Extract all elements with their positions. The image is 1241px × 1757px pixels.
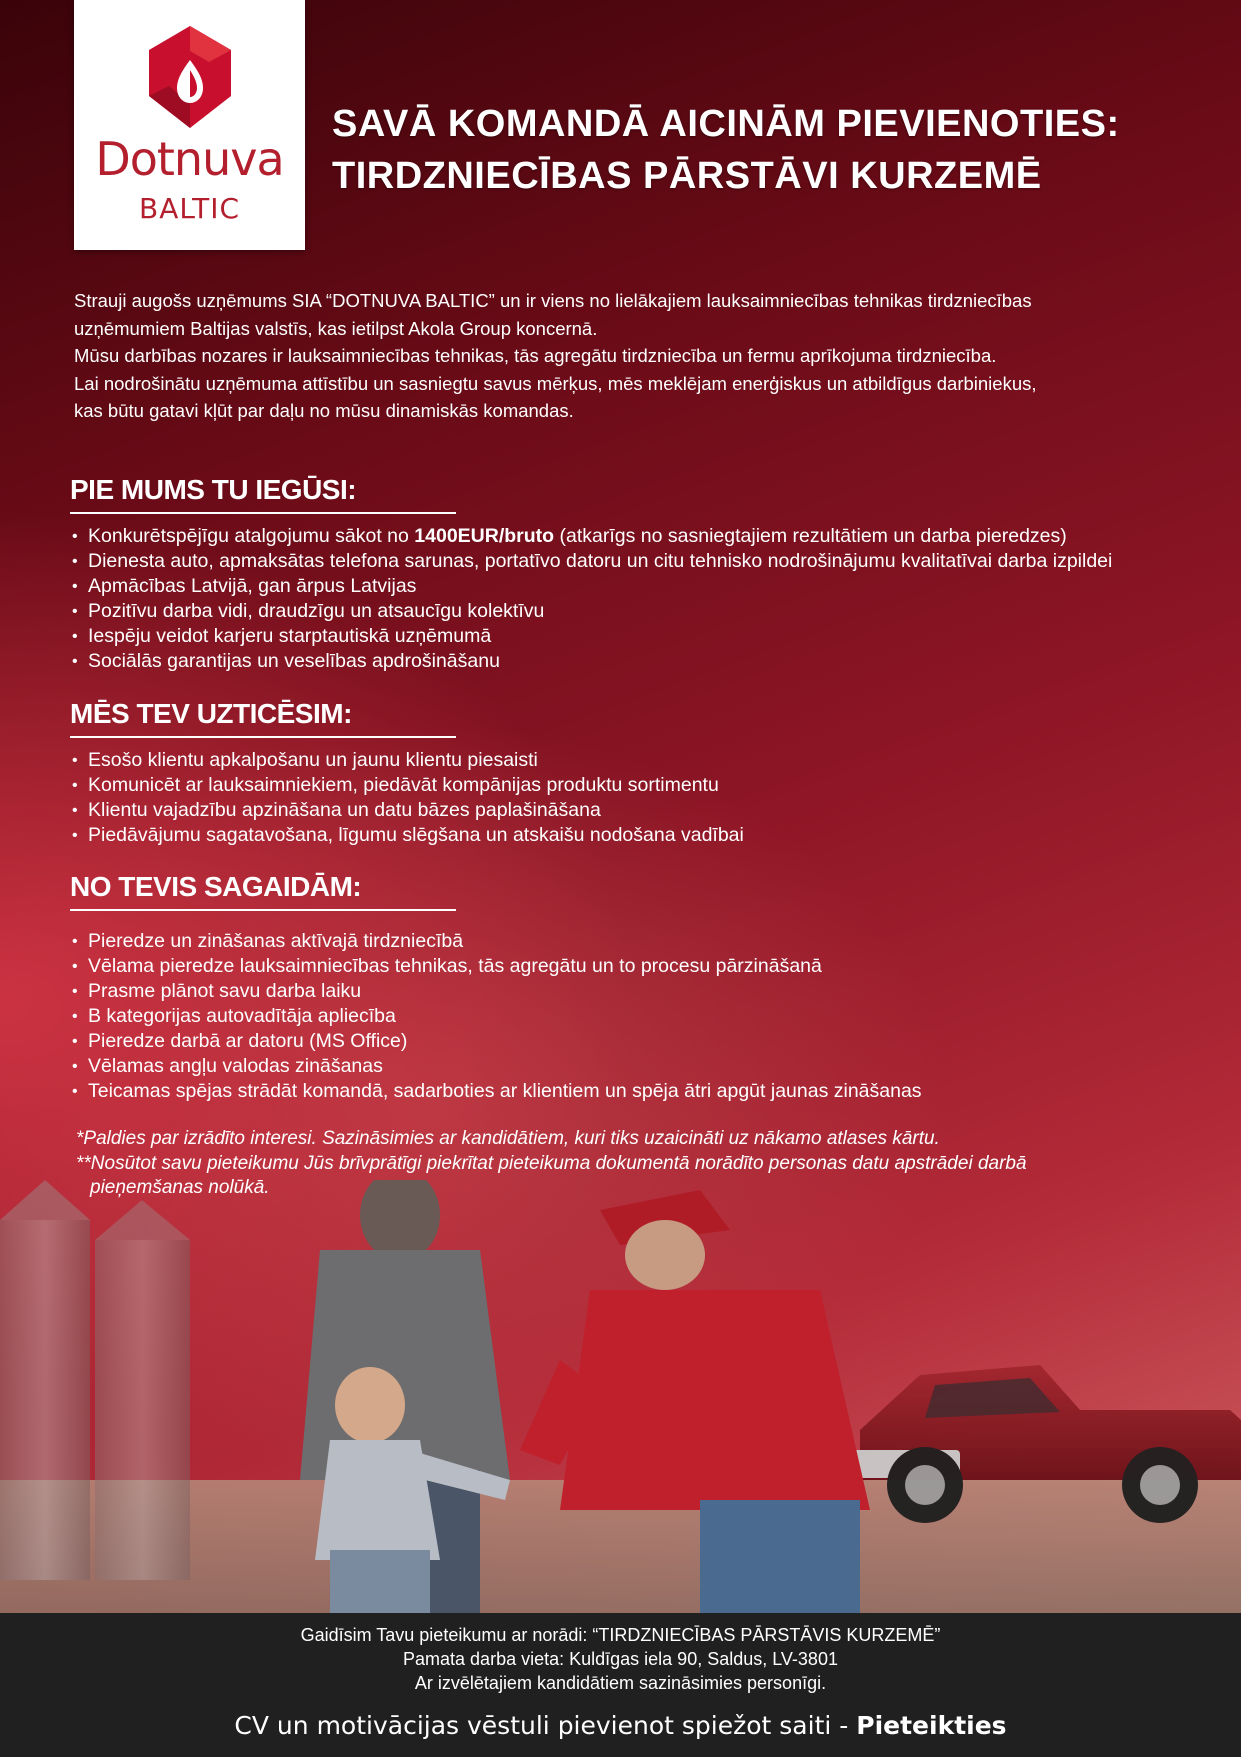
work-location: Pamata darba vieta: Kuldīgas iela 90, Saldus, LV-3801: [403, 1649, 838, 1669]
footnote: pieņemšanas nolūkā.: [90, 1177, 270, 1198]
requirements-section: [70, 871, 1230, 1104]
apply-link[interactable]: Pieteikties: [856, 1711, 1007, 1740]
list-item: • Dienesta auto, apmaksātas telefona sarunas, portatīvo datoru un citu tehnisko nodrošinājumu kvalitatīvai darba izpildei: [70, 549, 1230, 574]
farm-scene-illustration: [0, 1180, 1241, 1613]
intro-line: uzņēmumiem Baltijas valstīs, kas ietilpst Akola Group koncernā.: [74, 317, 598, 339]
call-to-action: [0, 1711, 1241, 1740]
footnote: *Paldies par izrādīto interesi. Sazināsimies ar kandidātiem, kuri tiks uzaicināti uz nākamo atlases kārtu.: [76, 1128, 940, 1149]
list-item: • Pieredze un zināšanas aktīvajā tirdzniecībā: [70, 929, 1230, 954]
headline-line-1: SAVĀ KOMANDĀ AICINĀM PIEVIENOTIES:: [332, 103, 1120, 145]
intro-line: Strauji augošs uzņēmums SIA “DOTNUVA BALTIC” un ir viens no lielākajiem lauksaimniecības tehnikas tirdzniecības: [74, 290, 1032, 311]
logo-subtitle: BALTIC: [138, 192, 241, 225]
section-heading: PIE MUMS TU IEGŪSI:: [70, 474, 456, 514]
intro-line: kas būtu gatavi kļūt par daļu no mūsu dinamiskās komandas.: [74, 400, 574, 421]
list-item: [70, 524, 1230, 549]
intro-line: Mūsu darbības nozares ir lauksaimniecības tehnikas, tās agregātu tirdzniecība un fermu aprīkojuma tirdzniecība.: [74, 345, 997, 366]
application-note: Gaidīsim Tavu pieteikumu ar norādi: “TIRDZNIECĪBAS PĀRSTĀVIS KURZEMĒ”: [300, 1625, 941, 1645]
list-item: • Apmācības Latvijā, gan ārpus Latvijas: [70, 574, 1230, 599]
list-item: • Teicamas spējas strādāt komandā, sadarboties ar klientiem un spēja ātri apgūt jaunas zināšanas: [70, 1079, 1230, 1104]
salary-note: (atkarīgs no sasniegtajiem rezultātiem un darba pieredzes): [554, 525, 1067, 547]
footer-info: [0, 1623, 1241, 1695]
intro-line: Lai nodrošinātu uzņēmuma attīstību un sasniegtu savus mērķus, mēs meklējam enerģiskus un atbildīgus darbiniekus,: [74, 372, 1037, 394]
list-item: • Sociālās garantijas un veselības apdrošināšanu: [70, 649, 1230, 674]
list-item: • Komunicēt ar lauksaimniekiem, piedāvāt kompānijas produktu sortimentu: [70, 773, 1230, 798]
salary-amount: 1400EUR/bruto: [414, 525, 555, 547]
list-item: • B kategorijas autovadītāja apliecība: [70, 1004, 1230, 1029]
section-heading: MĒS TEV UZTICĒSIM:: [70, 698, 456, 738]
list-item: • Piedāvājumu sagatavošana, līgumu slēgšana un atskaišu nodošana vadībai: [70, 823, 1230, 848]
logo-wordmark: Dotnuva: [95, 132, 284, 186]
footnote: **Nosūtot savu pieteikumu Jūs brīvprātīgi piekrītat pieteikuma dokumentā norādīto personas datu apstrādei darbā: [76, 1152, 1027, 1174]
benefits-section: [70, 474, 1230, 674]
list-item: • Esošo klientu apkalpošanu un jaunu klientu piesaisti: [70, 748, 1230, 773]
list-item: • Vēlama pieredze lauksaimniecības tehnikas, tās agregātu un to procesu pārzināšanā: [70, 954, 1230, 979]
list-item: • Iespēju veidot karjeru starptautiskā uzņēmumā: [70, 624, 1230, 649]
dotnuva-logo-icon: [147, 24, 233, 130]
list-item: • Vēlamas angļu valodas zināšanas: [70, 1054, 1230, 1079]
footer-bar: [0, 1613, 1241, 1757]
list-item: • Klientu vajadzību apzināšana un datu bāzes paplašināšana: [70, 798, 1230, 823]
contact-note: Ar izvēlētajiem kandidātiem sazināsimies personīgi.: [414, 1673, 827, 1693]
requirements-list: [70, 929, 1230, 1104]
headline: [332, 98, 1232, 202]
cta-text: CV un motivācijas vēstuli pievienot spiežot saiti -: [234, 1711, 857, 1740]
benefits-list: [70, 524, 1230, 674]
list-item: • Prasme plānot savu darba laiku: [70, 979, 1230, 1004]
section-heading: NO TEVIS SAGAIDĀM:: [70, 871, 456, 911]
company-logo: [74, 0, 305, 250]
headline-line-2: TIRDZNIECĪBAS PĀRSTĀVI KURZEMĒ: [332, 155, 1042, 197]
duties-section: [70, 698, 1230, 848]
list-item: • Pieredze darbā ar datoru (MS Office): [70, 1029, 1230, 1054]
duties-list: [70, 748, 1230, 848]
intro-paragraph: [74, 287, 1184, 425]
salary-text: Konkurētspējīgu atalgojumu sākot no: [88, 525, 415, 547]
list-item: • Pozitīvu darba vidi, draudzīgu un atsaucīgu kolektīvu: [70, 599, 1230, 624]
